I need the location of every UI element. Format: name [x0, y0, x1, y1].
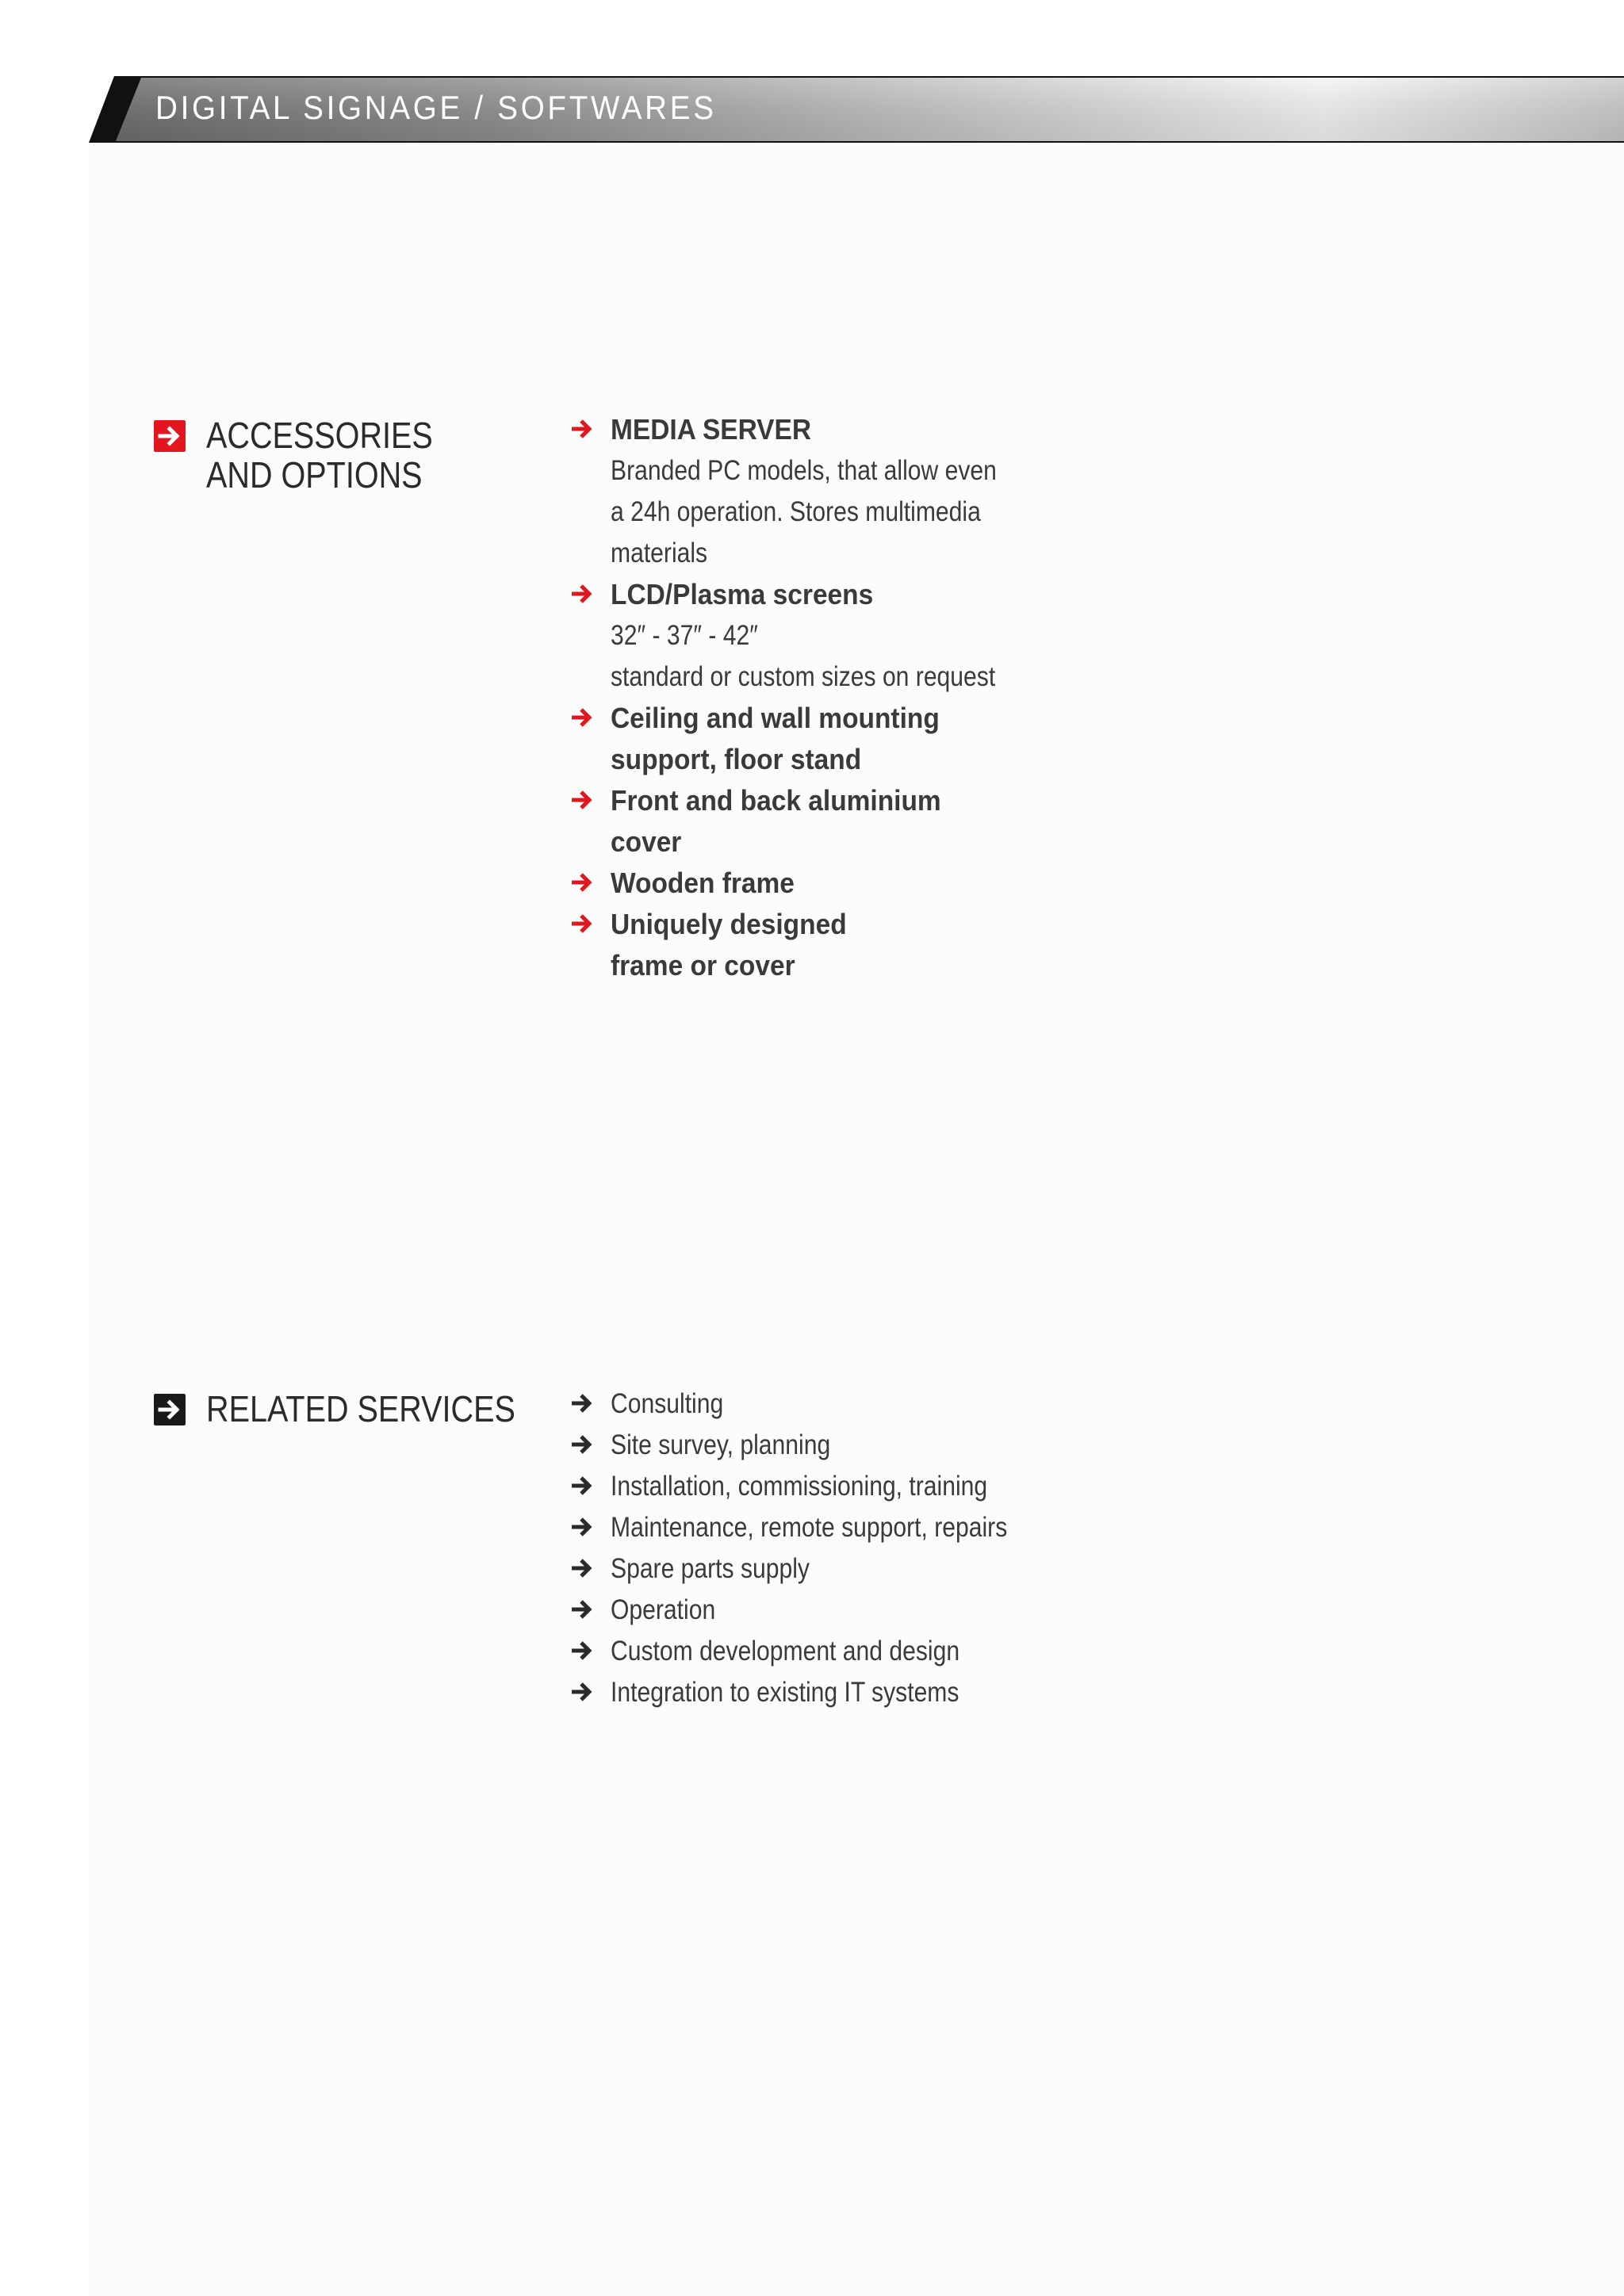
- red-arrow-icon: [569, 416, 595, 442]
- black-arrow-icon: [569, 1514, 595, 1540]
- red-arrow-icon: [569, 705, 595, 730]
- list-item: [569, 1425, 1072, 1466]
- red-arrow-icon: [569, 870, 595, 895]
- list-item: [569, 780, 1059, 863]
- service-text: Spare parts supply: [611, 1553, 810, 1584]
- item-text: standard or custom sizes on request: [611, 661, 996, 692]
- related-services-list: [569, 1383, 1072, 1713]
- accessories-heading-line2: AND OPTIONS: [206, 454, 423, 496]
- item-text: a 24h operation. Stores multimedia: [611, 496, 981, 527]
- list-item: [569, 1590, 1072, 1631]
- service-text: Operation: [611, 1594, 716, 1625]
- list-item: [569, 904, 1059, 986]
- black-arrow-icon: [569, 1432, 595, 1457]
- list-item: [569, 698, 1059, 780]
- arrow-right-icon: [154, 420, 186, 452]
- black-arrow-icon: [569, 1391, 595, 1416]
- service-text: Custom development and design: [611, 1636, 960, 1667]
- item-title: cover: [611, 825, 682, 858]
- item-title: MEDIA SERVER: [611, 413, 812, 446]
- item-title: Ceiling and wall mounting: [611, 702, 940, 734]
- list-item: [569, 1631, 1072, 1672]
- item-title: Front and back aluminium: [611, 784, 941, 817]
- list-item: [569, 863, 1059, 904]
- red-arrow-icon: [569, 787, 595, 813]
- black-arrow-icon: [569, 1473, 595, 1498]
- accessories-heading-text: [206, 415, 433, 495]
- item-text: 32″ - 37″ - 42″: [611, 620, 758, 651]
- black-arrow-icon: [569, 1556, 595, 1581]
- service-text: Installation, commissioning, training: [611, 1471, 988, 1502]
- list-item: [569, 1383, 1072, 1425]
- item-text: materials: [611, 538, 708, 568]
- related-services-heading-text: RELATED SERVICES: [206, 1388, 515, 1429]
- list-item: [569, 1672, 1072, 1713]
- service-text: Site survey, planning: [611, 1429, 831, 1460]
- item-text: Branded PC models, that allow even: [611, 455, 997, 486]
- item-title: LCD/Plasma screens: [611, 578, 874, 610]
- red-arrow-icon: [569, 911, 595, 936]
- page-title: DIGITAL SIGNAGE / SOFTWARES: [155, 89, 717, 126]
- list-item: [569, 574, 1059, 698]
- item-title: support, floor stand: [611, 743, 862, 775]
- list-item: [569, 1466, 1072, 1507]
- item-title: frame or cover: [611, 949, 795, 982]
- service-text: Maintenance, remote support, repairs: [611, 1512, 1008, 1543]
- arrow-right-icon: [154, 1394, 186, 1425]
- service-text: Integration to existing IT systems: [611, 1677, 959, 1708]
- service-text: Consulting: [611, 1388, 724, 1419]
- red-arrow-icon: [569, 581, 595, 607]
- item-title: Uniquely designed: [611, 908, 847, 940]
- accessories-heading-line1: ACCESSORIES: [206, 415, 433, 456]
- list-item: [569, 409, 1059, 574]
- accessories-list: [569, 409, 1059, 986]
- list-item: [569, 1548, 1072, 1590]
- black-arrow-icon: [569, 1597, 595, 1622]
- item-title: Wooden frame: [611, 867, 795, 899]
- black-arrow-icon: [569, 1679, 595, 1705]
- black-arrow-icon: [569, 1638, 595, 1663]
- list-item: [569, 1507, 1072, 1548]
